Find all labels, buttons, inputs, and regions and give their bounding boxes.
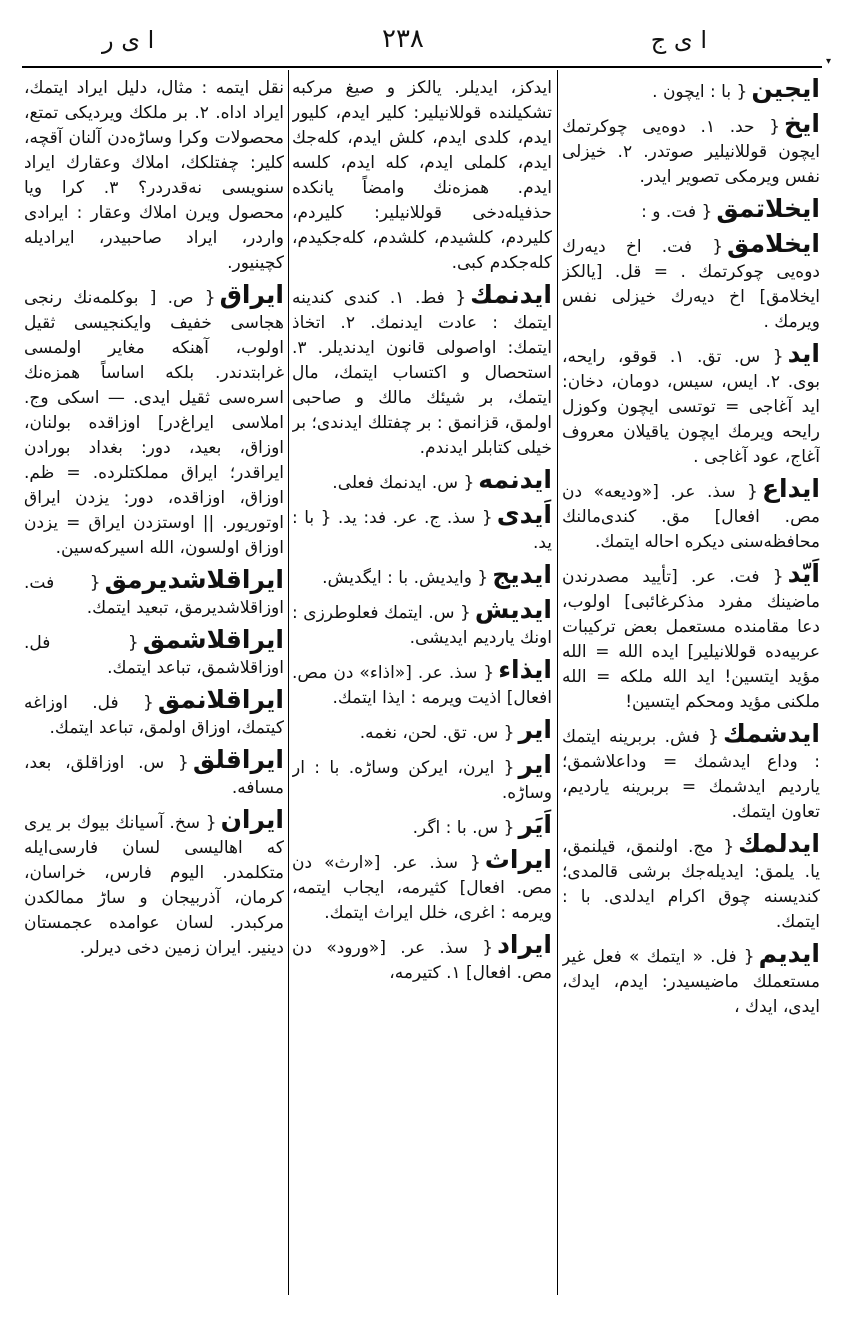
entry-definition: نقل ایتمه : مثال، دلیل ایراد ایتمك، ایراد اداه. ۲. بر ملکك ویردیکی تمتع، محصولات وکرا وساڑه‌دن آلنان آقچه، کلیر: چفتلکك، املاك وعقارك ایراد سنویسی نه‌قدردر؟ ۳. کرا ویا محصول ویرن املاك وعقار : ایرادی واردر، ایراد صاحبیدر، ایرادیله کچینیور. bbox=[24, 78, 284, 273]
entry-headword: ایران bbox=[220, 805, 284, 834]
entry-headword: ایذاء bbox=[498, 655, 552, 684]
header-rule bbox=[22, 66, 822, 68]
entry-definition: { با : ایچون . bbox=[652, 82, 748, 102]
left-guide-word: ا ی ر bbox=[102, 26, 155, 54]
dictionary-entry bbox=[562, 941, 820, 1020]
dictionary-entry bbox=[562, 231, 820, 335]
entry-headword: ایدیش bbox=[474, 595, 552, 624]
page-number: ٢٣٨ bbox=[382, 24, 424, 54]
entry-headword: اَیدی bbox=[496, 500, 552, 529]
entry-headword: اید bbox=[787, 339, 820, 368]
entry-definition: { سذ. ج. عر. فد: ید. { با : ید. bbox=[292, 508, 552, 553]
dictionary-entry bbox=[562, 341, 820, 470]
dictionary-entry bbox=[292, 752, 552, 806]
dictionary-entry bbox=[292, 847, 552, 926]
entry-headword: ایخلامق bbox=[727, 229, 820, 258]
entry-headword: ایدلمك bbox=[738, 829, 820, 858]
dictionary-entry bbox=[562, 196, 820, 225]
entry-headword: ایراقلانمق bbox=[157, 685, 284, 714]
dictionary-entry bbox=[24, 747, 284, 801]
entry-headword: ایراق bbox=[219, 280, 284, 309]
entry-definition: { مج. اولنمق، قیلنمق، یا. یلمق: ایدیله‌جك برشی قالمدی؛ کندیسنه چوق اکرام ایدلدی. با : ایتمك. bbox=[562, 837, 820, 932]
entry-definition: { س. اوزاقلق، بعد، مسافه. bbox=[24, 753, 284, 798]
dictionary-entry bbox=[562, 111, 820, 190]
entry-headword: اَیَر bbox=[518, 810, 552, 839]
entry-definition: { فت. اخ دیه‌رك دوه‌یی چوکرتمك . = قل. [یالکز ایخلامق] اخ دیه‌رك خیزلی نفس ویرمك . bbox=[562, 237, 820, 332]
right-guide-word: ا ی ج bbox=[650, 26, 707, 54]
entry-headword: ایخ bbox=[784, 109, 820, 138]
dictionary-entry bbox=[292, 467, 552, 496]
column-divider bbox=[557, 70, 558, 1295]
entry-definition: { سذ. عر. [«ارث» دن مص. افعال] کثیرمه، ایجاب ایتمه، ویرمه : اغری، خلل ایراث ایتمك. bbox=[292, 853, 552, 923]
entry-headword: ایدیم bbox=[758, 939, 820, 968]
entry-definition: { فل. « ایتمك » فعل غیر مستعملك ماضیسیدر: ایدم، ایدك، ایدی، ایدك ، bbox=[562, 947, 820, 1017]
entry-definition: { فش. بربرینه ایتمك : وداع ایدشمك = وداعلاشمق؛ یاردیم ایدشمك = بربرینه یاردیم، تعاون ایتمك. bbox=[562, 727, 820, 822]
entry-definition: { س. ایدنمك فعلی. bbox=[332, 473, 475, 493]
entry-definition: { ص. [ بوکلمه‌نك رنجی هجاسی خفیف وایکنجیسی ثقیل اولوب، آهنکه مغایر اولمسی غرابتدندر. بلکه اساساً همزه‌نك اسره‌سی ثقیل ایدی. — اسکی وج. املاسی ایراغ‌در] اوزاقده بولنان، اوزاق، بعید، دور: بغداد بورادن ایراقدر؛ ایراق مملکتلرده. = ظم. اوزاق، اوزاقده، دور: یزدن ایراق اوتوریور. || اوستزدن ایراق = یزدن اوزاق اولسون، الله اسیرکه‌سین. bbox=[24, 288, 284, 558]
dictionary-entry bbox=[24, 76, 284, 276]
dictionary-entry bbox=[292, 812, 552, 841]
entry-definition: { وایدیش. با : ایگدیش. bbox=[322, 568, 489, 588]
dictionary-entry bbox=[562, 831, 820, 935]
entry-headword: ایخلاتمق bbox=[716, 194, 820, 223]
entry-definition: { س. تق. لحن، نغمه. bbox=[359, 723, 515, 743]
corner-mark: ▾ bbox=[826, 56, 832, 67]
entry-headword: ایراث bbox=[484, 845, 552, 874]
entry-headword: ایدنمك bbox=[470, 280, 552, 309]
entry-headword: ایراقلاشمق bbox=[142, 625, 284, 654]
dictionary-entry bbox=[292, 932, 552, 986]
entry-definition: { فل. اوزاقلاشمق، تباعد ایتمك. bbox=[24, 633, 284, 678]
dictionary-entry bbox=[24, 807, 284, 961]
left-column bbox=[24, 76, 284, 1294]
entry-definition: { س. ایتمك فعلوطرزی : اونك یاردیم ایدیشی. bbox=[292, 603, 552, 648]
entry-definition: { سذ. عر. [«اذاء» دن مص. افعال] اذیت ویرمه : ایذا ایتمك. bbox=[292, 663, 552, 708]
dictionary-entry bbox=[562, 721, 820, 825]
dictionary-entry bbox=[24, 567, 284, 621]
entry-definition: { سذ. عر. [«ودیعه» دن مص. افعال] مق. کندی‌مالنك محافظه‌سنی دیکره احاله ایتمك. bbox=[562, 482, 820, 552]
middle-column bbox=[292, 76, 552, 1294]
entry-headword: ایر bbox=[518, 750, 552, 779]
entry-headword: ایراقلاشدیرمق bbox=[104, 565, 284, 594]
entry-definition: { فط. ۱. کندی کندینه ایتمك : عادت ایدنمك. ۲. اتخاذ ایتمك: اواصولی قانون ایدندیلر. ۳. استحصال و اکتساب ایتمك، مال ایتمك، بر شیئك مالك و صاحبی اولمق، قزانمق : بر چفتلك ایدندی؛ بر خیلی کتابلر ایدندم. bbox=[292, 288, 552, 458]
dictionary-entry bbox=[292, 717, 552, 746]
dictionary-entry bbox=[24, 627, 284, 681]
entry-definition: { سخ. آسیانك بیوك بر یری که اهالیسی لسان فارسی‌ایله متکلمدر. الیوم فارس، خراسان، کرمان، آذربیجان و ساڑ ممالکدن مرکبدر. لسان عوامده عجمستان دینیر. ایران زمین دخی دیرلر. bbox=[24, 813, 284, 958]
dictionary-entry bbox=[292, 562, 552, 591]
entry-definition: { فت. اوزاقلاشدیرمق، تبعید ایتمك. bbox=[24, 573, 284, 618]
entry-headword: ایر bbox=[518, 715, 552, 744]
dictionary-entry bbox=[562, 76, 820, 105]
dictionary-entry bbox=[292, 76, 552, 276]
entry-definition: { حد. ۱. دوه‌یی چوکرتمك ایچون قوللانیلیر صوتدر. ۲. خیزلی نفس ویرمکی تصویر ایدر. bbox=[562, 117, 820, 187]
entry-definition: { س. با : اگر. bbox=[412, 818, 515, 838]
entry-definition: { س. تق. ۱. قوقو، رایحه، بوی. ۲. ایس، سیس، دومان، دخان: اید آغاجی = توتسی ایچون وکوزل رایحه ویرمك ایچون یاقیلان معروف آغاج، عود آغاجی . bbox=[562, 347, 820, 467]
entry-headword: ایدنمه bbox=[478, 465, 552, 494]
entry-definition: { سذ. عر. [«ورود» دن مص. افعال] ۱. کتیرمه، bbox=[292, 938, 552, 983]
right-column bbox=[562, 76, 820, 1294]
entry-definition: ایدکز، ایدیلر. یالکز و صیغ مرکبه تشکیلنده قوللانیلیر: کلیر ایدم، کلیور ایدم، کلدی ایدم، کلش ایدم، کله‌جك ایدم، کلملی ایدم، کله ایدم، کلسه ایدم. همزه‌نك وامضاً یانكده حذفیله‌دخی قوللانیلیر: کلیردم، کلیردم، کلشیدم، کلشدم، کله‌جکیدم، کله‌جکدم کبی. bbox=[292, 78, 552, 273]
dictionary-entry bbox=[562, 476, 820, 555]
dictionary-entry bbox=[292, 597, 552, 651]
entry-headword: ایراد bbox=[497, 930, 552, 959]
entry-headword: ایجین bbox=[751, 76, 820, 103]
entry-definition: { فت. و : bbox=[641, 202, 713, 222]
dictionary-entry bbox=[292, 657, 552, 711]
entry-headword: ایداع bbox=[761, 474, 820, 503]
page-header bbox=[22, 22, 822, 58]
dictionary-entry bbox=[562, 561, 820, 715]
entry-headword: ایراقلق bbox=[192, 745, 284, 774]
entry-definition: { فل. اوزاغه کیتمك، اوزاق اولمق، تباعد ایتمك. bbox=[24, 693, 284, 738]
entry-definition: { ایرن، ایرکن وساڑه. با : ار وساڑه. bbox=[292, 758, 552, 803]
column-divider bbox=[288, 70, 289, 1295]
dictionary-entry bbox=[292, 282, 552, 461]
dictionary-entry bbox=[24, 687, 284, 741]
entry-headword: ایدیج bbox=[492, 560, 552, 589]
dictionary-entry bbox=[24, 282, 284, 561]
entry-headword: ایدشمك bbox=[722, 719, 820, 748]
entry-definition: { فت. عر. [تأیید مصدرندن ماضینك مفرد مذکرغائبی] اولوب، دعا مقامنده مستعمل بعض ترکیبات عربیه‌ده قوللانیلیر] ایده الله = الله مؤید ایتسین! اید الله ملکه = الله ملکنی مؤید ومحکم ایتسین! bbox=[562, 567, 820, 712]
entry-headword: اَیّد bbox=[787, 559, 820, 588]
dictionary-entry bbox=[292, 502, 552, 556]
